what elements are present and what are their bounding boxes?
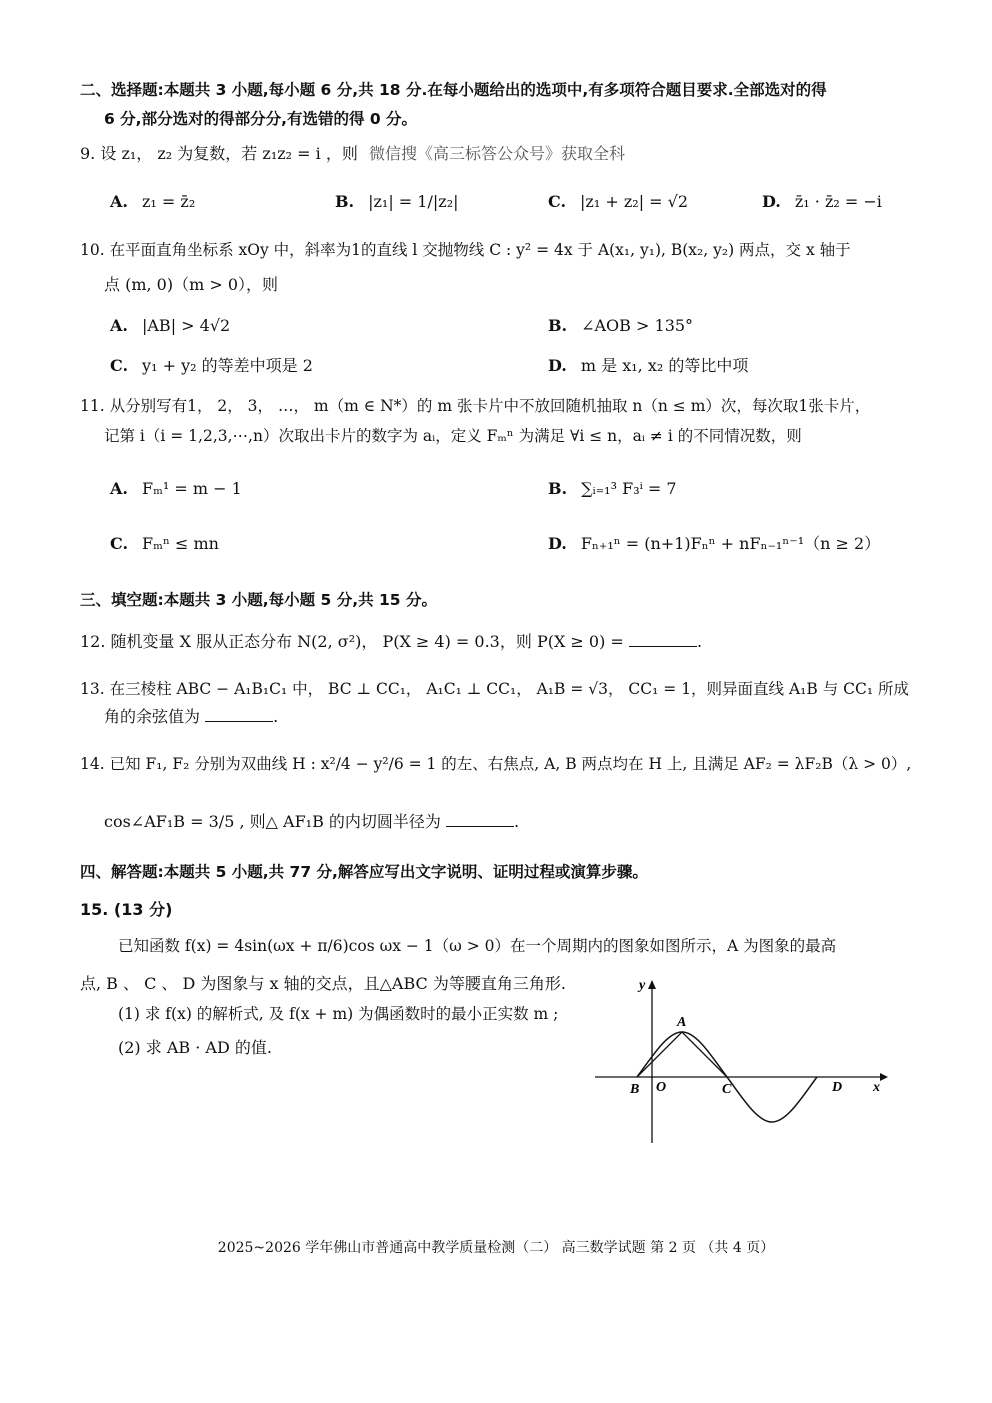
option-label: C. bbox=[110, 356, 129, 375]
y-axis-arrow-icon bbox=[648, 980, 656, 989]
option-text: z₁ = z̄₂ bbox=[141, 192, 196, 211]
q15-part1: (1) 求 f(x) 的解析式, 及 f(x + m) 为偶函数时的最小正实数 m ; bbox=[118, 1005, 559, 1023]
triangle-abc bbox=[637, 1032, 727, 1077]
q13-answer-blank[interactable] bbox=[205, 705, 273, 722]
option-label: C. bbox=[548, 192, 567, 211]
q13-row2 bbox=[104, 705, 278, 729]
option-label: B. bbox=[548, 316, 568, 335]
q9-stem-row bbox=[80, 142, 625, 166]
q11-stem-line2: 记第 i（i = 1,2,3,⋯,n）次取出卡片的数字为 aᵢ，定义 Fₘⁿ 为满足 ∀i ≤ n，aᵢ ≠ i 的不同情况数，则 bbox=[104, 427, 802, 445]
option-text: z̄₁ · z̄₂ = −i bbox=[794, 192, 882, 211]
q11-option-a bbox=[110, 477, 242, 501]
q10-stem-line1: 10. 在平面直角坐标系 xOy 中，斜率为1的直线 l 交抛物线 C : y² = 4x 于 A(x₁, y₁), B(x₂, y₂) 两点，交 x 轴于 bbox=[80, 241, 851, 259]
q13-stem-line2: 角的余弦值为 bbox=[104, 707, 201, 726]
q15-stem-line2: 点, B 、 C 、 D 为图象与 x 轴的交点，且△ABC 为等腰直角三角形. bbox=[80, 974, 566, 993]
q12-stem: 12. 随机变量 X 服从正态分布 N(2, σ²)， P(X ≥ 4) = 0.3，则 P(X ≥ 0) = bbox=[80, 632, 624, 651]
option-text: ∑ᵢ₌₁³ F₃ⁱ = 7 bbox=[581, 479, 677, 498]
option-text: Fₙ₊₁ⁿ = (n+1)Fₙⁿ + nFₙ₋₁ⁿ⁻¹（n ≥ 2） bbox=[580, 534, 881, 553]
q14-stem-line1: 14. 已知 F₁, F₂ 分别为双曲线 H : x²/4 − y²/6 = 1 的左、右焦点, A, B 两点均在 H 上, 且满足 AF₂ = λF₂B（λ > 0）, bbox=[80, 755, 912, 773]
label-x: x bbox=[873, 1080, 880, 1095]
q15-number: 15. (13 分) bbox=[80, 900, 173, 919]
q9-stem: 9. 设 z₁， z₂ 为复数，若 z₁z₂ = i ，则 bbox=[80, 144, 358, 163]
q11-option-c bbox=[110, 532, 219, 556]
option-text: m 是 x₁, x₂ 的等比中项 bbox=[580, 356, 749, 375]
q9-option-c bbox=[548, 190, 688, 214]
x-axis-arrow-icon bbox=[880, 1073, 888, 1081]
section2-title-line1: 二、选择题:本题共 3 小题,每小题 6 分,共 18 分.在每小题给出的选项中,有多项符合题目要求.全部选对的得 bbox=[80, 81, 827, 99]
q12-end: . bbox=[696, 632, 703, 651]
option-label: A. bbox=[110, 192, 128, 211]
q10-option-c bbox=[110, 354, 313, 378]
section4-title: 四、解答题:本题共 5 小题,共 77 分,解答应写出文字说明、证明过程或演算步骤。 bbox=[80, 863, 648, 881]
option-label: A. bbox=[110, 479, 128, 498]
q11-option-d bbox=[548, 532, 880, 556]
q14-row2 bbox=[104, 810, 519, 834]
q12-row bbox=[80, 630, 702, 654]
option-text: Fₘⁿ ≤ mn bbox=[142, 534, 219, 553]
q15-function-graph bbox=[590, 975, 890, 1150]
option-label: B. bbox=[548, 479, 568, 498]
option-label: D. bbox=[548, 356, 567, 375]
option-label: D. bbox=[548, 534, 567, 553]
option-label: D. bbox=[762, 192, 781, 211]
label-d: D bbox=[832, 1080, 843, 1095]
option-label: A. bbox=[110, 316, 128, 335]
label-y: y bbox=[639, 978, 646, 993]
label-b: B bbox=[630, 1082, 640, 1097]
page-footer: 2025~2026 学年佛山市普通高中教学质量检测（二） 高三数学试题 第 2 页 （共 4 页） bbox=[217, 1240, 775, 1256]
label-o: O bbox=[656, 1080, 667, 1095]
option-text: y₁ + y₂ 的等差中项是 2 bbox=[142, 356, 313, 375]
q14-end: . bbox=[514, 812, 520, 831]
q14-stem-line2: cos∠AF₁B = 3/5 , 则△ AF₁B 的内切圆半径为 bbox=[104, 812, 441, 831]
q13-end: . bbox=[273, 707, 279, 726]
option-label: C. bbox=[110, 534, 129, 553]
option-text: |z₁ + z₂| = √2 bbox=[580, 192, 689, 211]
q9-option-a bbox=[110, 190, 195, 214]
q10-stem-line2: 点 (m, 0)（m > 0），则 bbox=[104, 275, 279, 294]
option-text: |AB| > 4√2 bbox=[141, 316, 231, 335]
option-text: Fₘ¹ = m − 1 bbox=[141, 479, 242, 498]
section2-title-line2: 6 分,部分选对的得部分分,有选错的得 0 分。 bbox=[104, 110, 418, 128]
q9-option-b bbox=[335, 190, 459, 214]
q15-stem-line1: 已知函数 f(x) = 4sin(ωx + π/6)cos ωx − 1（ω > 0）在一个周期内的图象如图所示，A 为图象的最高 bbox=[118, 937, 837, 955]
q11-option-b bbox=[548, 477, 677, 501]
q15-part2: (2) 求 AB · AD 的值. bbox=[118, 1038, 272, 1057]
q14-answer-blank[interactable] bbox=[446, 810, 514, 827]
section3-title: 三、填空题:本题共 3 小题,每小题 5 分,共 15 分。 bbox=[80, 591, 437, 609]
option-text: ∠AOB > 135° bbox=[581, 316, 694, 335]
q9-watermark: 微信搜《高三标答公众号》获取全科 bbox=[368, 144, 625, 163]
option-label: B. bbox=[335, 192, 355, 211]
q13-stem-line1: 13. 在三棱柱 ABC − A₁B₁C₁ 中， BC ⊥ CC₁， A₁C₁ ⊥ CC₁， A₁B = √3， CC₁ = 1，则异面直线 A₁B 与 CC₁ 所成 bbox=[80, 680, 909, 698]
q10-option-d bbox=[548, 354, 748, 378]
q9-option-d bbox=[762, 190, 882, 214]
label-c: C bbox=[722, 1082, 732, 1097]
q11-stem-line1: 11. 从分别写有1， 2， 3， …， m（m ∈ N*）的 m 张卡片中不放回随机抽取 n（n ≤ m）次，每次取1张卡片， bbox=[80, 397, 871, 415]
option-text: |z₁| = 1/|z₂| bbox=[368, 192, 459, 211]
q10-option-a bbox=[110, 314, 230, 338]
q10-option-b bbox=[548, 314, 693, 338]
label-a: A bbox=[677, 1015, 687, 1030]
q12-answer-blank[interactable] bbox=[629, 630, 697, 647]
